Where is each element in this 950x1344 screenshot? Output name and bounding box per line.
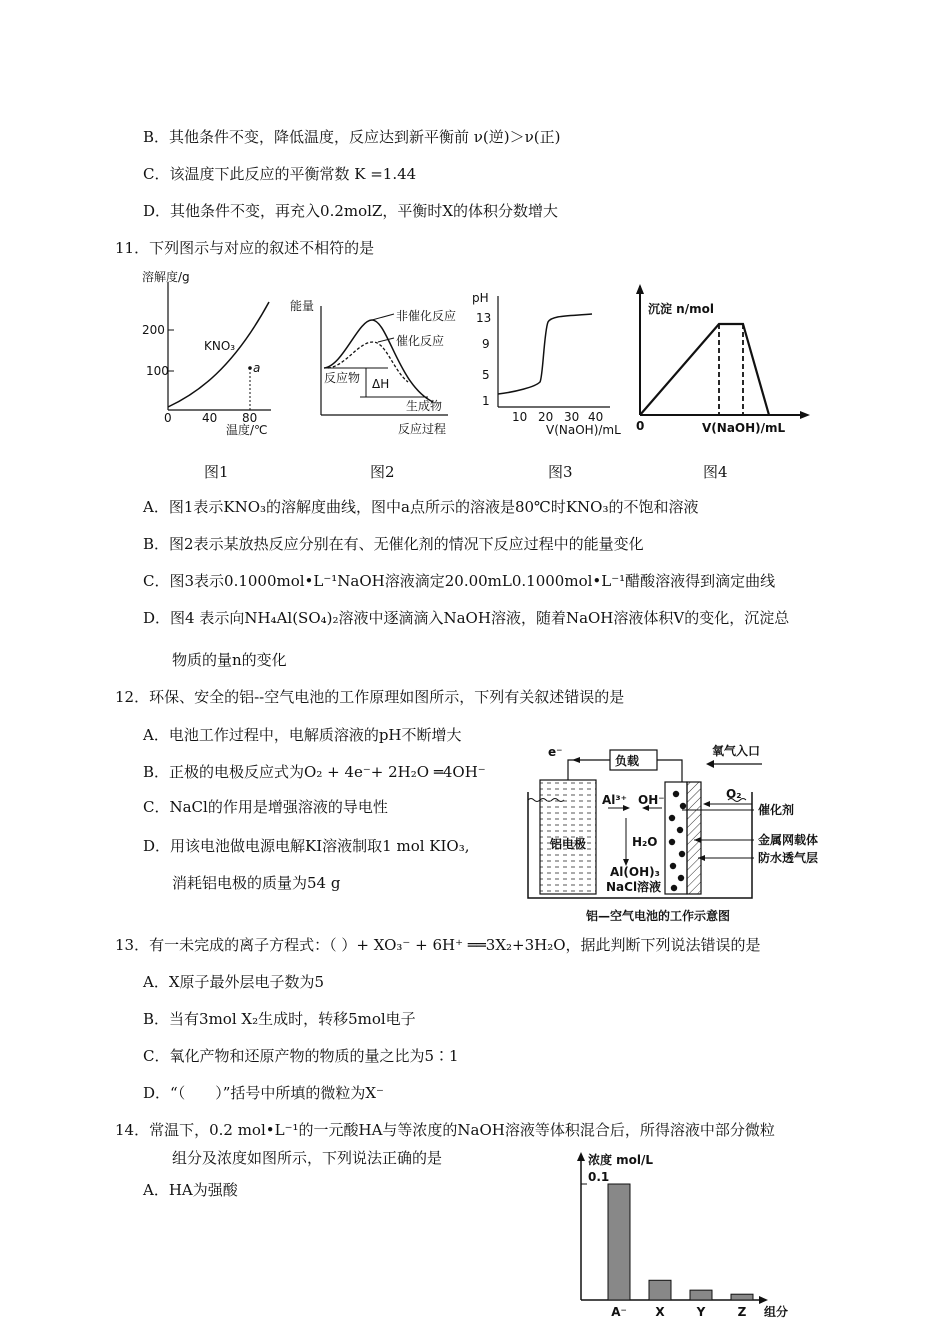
q10-option-d: D．其他条件不变，再充入0.2molZ，平衡时X的体积分数增大 (143, 202, 559, 220)
q11-option-b: B．图2表示某放热反应分别在有、无催化剂的情况下反应过程中的能量变化 (143, 535, 644, 553)
fig3-y1: 1 (482, 394, 490, 408)
fig1-x80: 80 (242, 411, 258, 425)
bar-3 (731, 1294, 753, 1300)
label-inlet: 氧气入口 (712, 744, 761, 758)
label-electrode: 铝电极 (550, 837, 587, 851)
fig1-point-label: a (253, 361, 261, 375)
label-layer: 防水透气层 (758, 851, 819, 865)
fig2-uncat-label: 非催化反应 (396, 309, 457, 323)
fig3-y5: 5 (482, 368, 490, 382)
q13-option-b: B．当有3mol X₂生成时，转移5mol电子 (143, 1010, 416, 1028)
fig2-ylabel: 能量 (290, 299, 315, 313)
label-mesh: 金属网载体 (758, 833, 819, 847)
fig1-curve-label: KNO₃ (204, 339, 236, 353)
fig3-y13: 13 (476, 311, 492, 325)
bar-0 (608, 1184, 630, 1300)
fig3-titration-curve (498, 314, 592, 394)
q12-option-a: A．电池工作过程中，电解质溶液的pH不断增大 (143, 726, 462, 744)
label-h2o: H₂O (632, 835, 658, 849)
fig1-kno3-curve (168, 302, 269, 407)
q10-option-b: B．其他条件不变，降低温度，反应达到新平衡前 ν(逆)＞ν(正) (143, 128, 561, 146)
q11-option-d-line2: 物质的量n的变化 (172, 651, 287, 669)
q10-option-c: C．该温度下此反应的平衡常数 K =1.44 (143, 165, 417, 183)
q13-option-d: D．“（ ）”括号中所填的微粒为X⁻ (143, 1084, 384, 1102)
q12-stem: 12．环保、安全的铝--空气电池的工作原理如图所示，下列有关叙述错误的是 (115, 688, 625, 706)
label-load: 负载 (615, 754, 640, 768)
chart-ylabel: 浓度 mol/L (588, 1153, 654, 1167)
fig1-xlabel: 温度/℃ (226, 423, 268, 437)
label-al-ion: Al³⁺ (602, 793, 627, 807)
q13-option-a: A．X原子最外层电子数为5 (143, 973, 325, 991)
fig4-xlabel: V(NaOH)/mL (702, 421, 786, 435)
figure-3-titration (470, 282, 630, 442)
fig1-y200: 200 (142, 323, 165, 337)
fig2-reactants: 反应物 (324, 371, 361, 385)
caption-fig3: 图3 (548, 463, 573, 481)
chart-xlabel: 组分 (764, 1305, 789, 1319)
q14-stem-line2: 组分及浓度如图所示，下列说法正确的是 (172, 1149, 443, 1167)
fig2-products: 生成物 (406, 399, 443, 413)
fig3-x30: 30 (564, 410, 580, 424)
bar-label-0: A⁻ (611, 1305, 627, 1319)
fig3-x20: 20 (538, 410, 554, 424)
q12-option-c: C．NaCl的作用是增强溶液的导电性 (143, 798, 388, 816)
concentration-bar-chart (556, 1150, 816, 1324)
q12-option-d-line1: D．用该电池做电源电解KI溶液制取1 mol KIO₃, (143, 837, 470, 855)
fig1-ylabel: 溶解度/g (142, 270, 190, 284)
fig3-x40: 40 (588, 410, 604, 424)
q13-option-c: C．氧化产物和还原产物的物质的量之比为5∶1 (143, 1047, 459, 1065)
fig2-dh: ΔH (372, 377, 390, 391)
fig3-x10: 10 (512, 410, 528, 424)
label-oh: OH⁻ (638, 793, 665, 807)
caption-fig1: 图1 (204, 463, 229, 481)
fig4-ylabel: 沉淀 n/mol (648, 302, 714, 316)
q12-option-b: B．正极的电极反应式为O₂ + 4e⁻+ 2H₂O ═4OH⁻ (143, 763, 486, 781)
label-aloh3: Al(OH)₃ (610, 865, 660, 879)
q12-option-d-line2: 消耗铝电极的质量为54 g (172, 874, 341, 892)
diagram-title: 铝—空气电池的工作示意图 (586, 909, 731, 923)
fig1-y100: 100 (146, 364, 169, 378)
bar-label-1: X (655, 1305, 665, 1319)
figure-4-precipitate (630, 282, 814, 442)
fig1-x0: 0 (164, 411, 172, 425)
fig2-xlabel: 反应过程 (398, 422, 447, 436)
bar-label-2: Y (696, 1305, 706, 1319)
label-nacl: NaCl溶液 (606, 880, 662, 894)
q11-stem: 11．下列图示与对应的叙述不相符的是 (115, 239, 375, 257)
bar-1 (649, 1280, 671, 1300)
caption-fig2: 图2 (370, 463, 395, 481)
figure-1-solubility (138, 268, 288, 440)
q11-option-a: A．图1表示KNO₃的溶解度曲线，图中a点所示的溶液是80℃时KNO₃的不饱和溶液 (143, 498, 699, 516)
figure-2-energy (288, 290, 468, 442)
label-catalyst: 催化剂 (758, 803, 795, 817)
fig3-y9: 9 (482, 337, 490, 351)
fig3-ylabel: pH (472, 291, 489, 305)
chart-ytick-label: 0.1 (588, 1170, 610, 1184)
fig1-point-a (248, 366, 252, 370)
fig4-origin: 0 (636, 419, 645, 433)
q11-option-c: C．图3表示0.1000mol•L⁻¹NaOH溶液滴定20.00mL0.1000mol•L⁻¹醋酸溶液得到滴定曲线 (143, 572, 776, 590)
fig3-xlabel: V(NaOH)/mL (546, 423, 621, 437)
label-o2: O₂ (726, 787, 742, 801)
caption-fig4: 图4 (703, 463, 728, 481)
fig4-precipitate-line (640, 324, 769, 415)
bar-2 (690, 1290, 712, 1300)
label-electron: e⁻ (548, 745, 563, 759)
al-air-battery-diagram (522, 738, 822, 926)
q13-stem: 13．有一未完成的离子方程式：（ ）+ XO₃⁻ + 6H⁺ ══3X₂+3H₂O，据此判断下列说法错误的是 (115, 936, 761, 954)
fig2-cat-label: 催化反应 (396, 334, 445, 348)
fig1-x40: 40 (202, 411, 218, 425)
q14-option-a: A．HA为强酸 (143, 1181, 238, 1199)
q14-stem-line1: 14．常温下，0.2 mol•L⁻¹的一元酸HA与等浓度的NaOH溶液等体积混合后，所得溶液中部分微粒 (115, 1121, 775, 1139)
bar-label-3: Z (737, 1305, 747, 1319)
q11-option-d-line1: D．图4 表示向NH₄Al(SO₄)₂溶液中逐滴滴入NaOH溶液，随着NaOH溶液体积V的变化，沉淀总 (143, 609, 790, 627)
